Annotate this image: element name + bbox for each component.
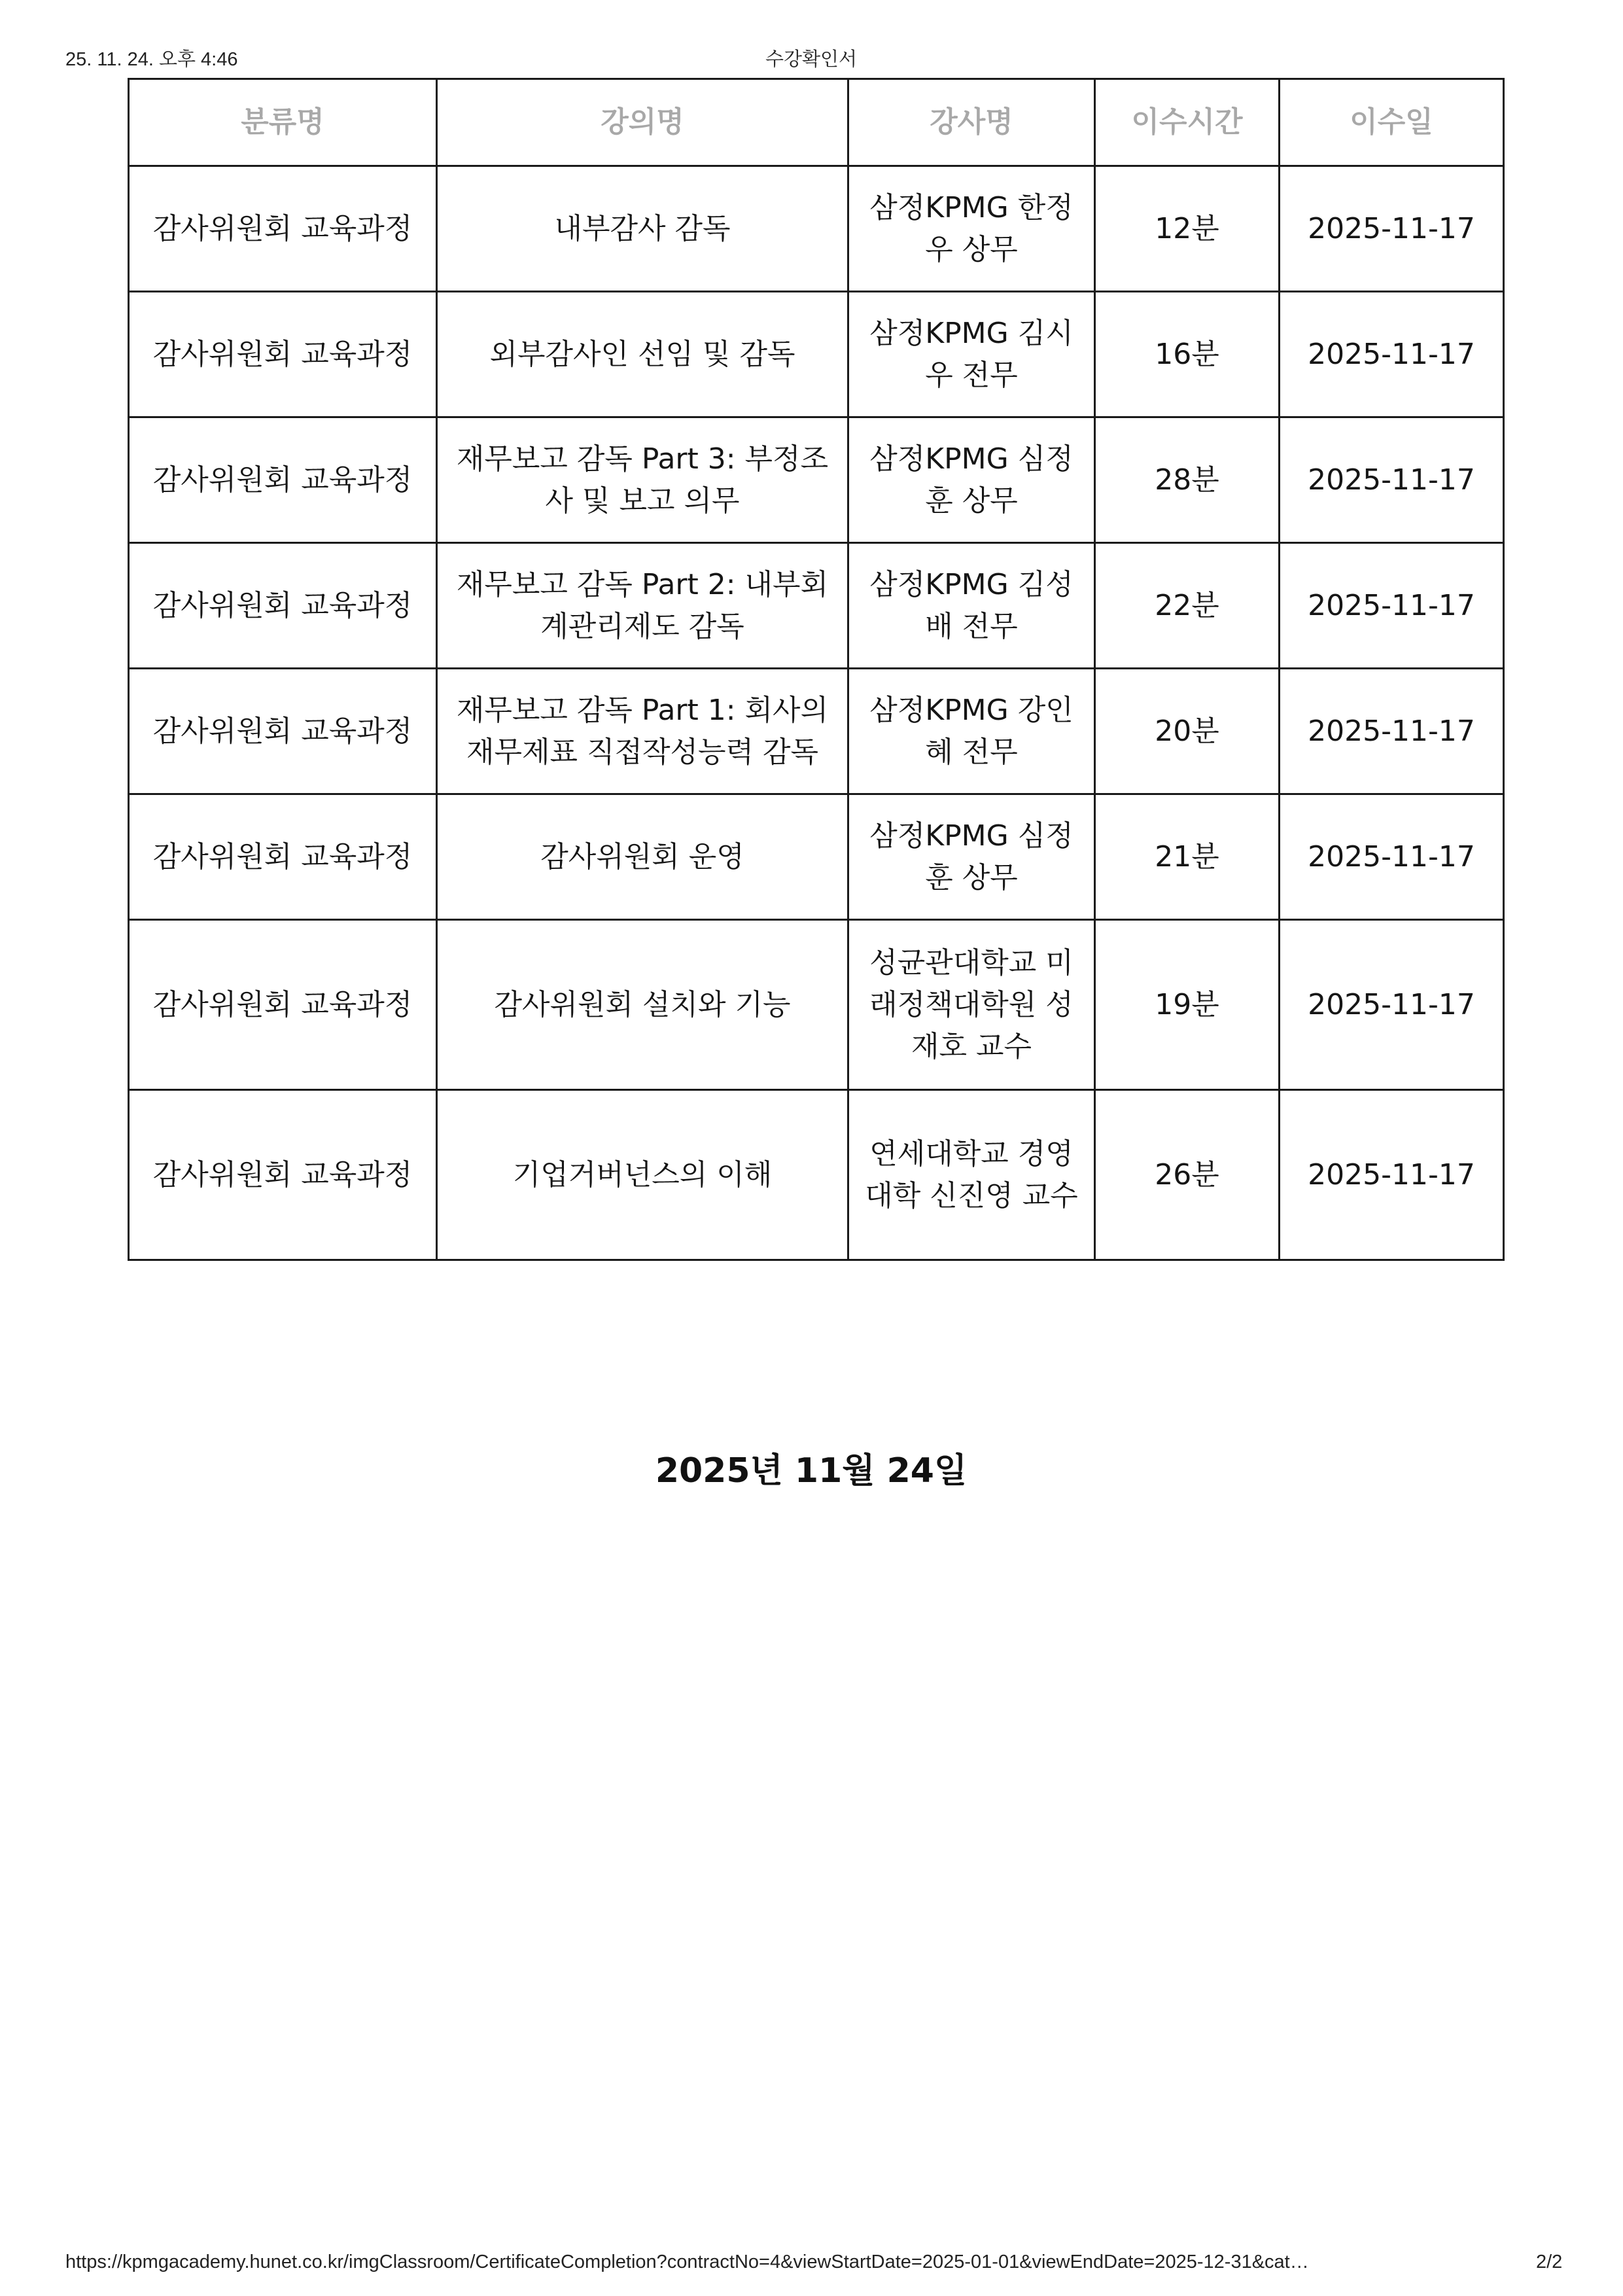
table-row xyxy=(129,417,1504,543)
cell-category: 감사위원회 교육과정 xyxy=(129,794,437,920)
table-row xyxy=(129,920,1504,1090)
table-row xyxy=(129,292,1504,417)
cell-instructor: 삼정KPMG 심정훈 상무 xyxy=(848,794,1095,920)
header-date: 이수일 xyxy=(1280,79,1504,166)
cell-duration: 26분 xyxy=(1095,1090,1280,1260)
cell-category: 감사위원회 교육과정 xyxy=(129,669,437,794)
table-row xyxy=(129,669,1504,794)
cell-course: 재무보고 감독 Part 1: 회사의 재무제표 직접작성능력 감독 xyxy=(437,669,848,794)
print-footer-url: https://kpmgacademy.hunet.co.kr/imgClassroom/CertificateCompletion?contractNo=4&viewStartDate=2025-01-01&viewEndDate=2025-12-31&cat… xyxy=(65,2252,1309,2272)
table-header-row xyxy=(129,79,1504,166)
cell-instructor: 삼정KPMG 심정훈 상무 xyxy=(848,417,1095,543)
cell-instructor: 삼정KPMG 김성배 전무 xyxy=(848,543,1095,669)
cell-date: 2025-11-17 xyxy=(1280,166,1504,292)
cell-course: 재무보고 감독 Part 3: 부정조사 및 보고 의무 xyxy=(437,417,848,543)
cell-course: 감사위원회 설치와 기능 xyxy=(437,920,848,1090)
table-row xyxy=(129,1090,1504,1260)
cell-duration: 22분 xyxy=(1095,543,1280,669)
cell-date: 2025-11-17 xyxy=(1280,1090,1504,1260)
cell-date: 2025-11-17 xyxy=(1280,292,1504,417)
cell-date: 2025-11-17 xyxy=(1280,543,1504,669)
header-course: 강의명 xyxy=(437,79,848,166)
cell-duration: 12분 xyxy=(1095,166,1280,292)
cell-instructor: 연세대학교 경영대학 신진영 교수 xyxy=(848,1090,1095,1260)
cell-duration: 16분 xyxy=(1095,292,1280,417)
table-row xyxy=(129,794,1504,920)
header-duration: 이수시간 xyxy=(1095,79,1280,166)
cell-category: 감사위원회 교육과정 xyxy=(129,292,437,417)
cell-duration: 21분 xyxy=(1095,794,1280,920)
table-row xyxy=(129,166,1504,292)
cell-date: 2025-11-17 xyxy=(1280,794,1504,920)
cell-category: 감사위원회 교육과정 xyxy=(129,417,437,543)
cell-date: 2025-11-17 xyxy=(1280,669,1504,794)
table-row xyxy=(129,543,1504,669)
cell-course: 내부감사 감독 xyxy=(437,166,848,292)
print-datetime: 25. 11. 24. 오후 4:46 xyxy=(65,49,238,70)
header-instructor: 강사명 xyxy=(848,79,1095,166)
cell-duration: 28분 xyxy=(1095,417,1280,543)
cell-date: 2025-11-17 xyxy=(1280,920,1504,1090)
cell-duration: 19분 xyxy=(1095,920,1280,1090)
issue-date: 2025년 11월 24일 xyxy=(655,1451,968,1491)
cell-category: 감사위원회 교육과정 xyxy=(129,543,437,669)
course-completion-table xyxy=(128,78,1505,1261)
cell-instructor: 삼정KPMG 김시우 전무 xyxy=(848,292,1095,417)
cell-date: 2025-11-17 xyxy=(1280,417,1504,543)
cell-course: 재무보고 감독 Part 2: 내부회계관리제도 감독 xyxy=(437,543,848,669)
print-page-number: 2/2 xyxy=(1536,2252,1563,2272)
cell-course: 기업거버넌스의 이해 xyxy=(437,1090,848,1260)
cell-instructor: 삼정KPMG 강인혜 전무 xyxy=(848,669,1095,794)
cell-course: 감사위원회 운영 xyxy=(437,794,848,920)
cell-instructor: 삼정KPMG 한정우 상무 xyxy=(848,166,1095,292)
cell-instructor: 성균관대학교 미래정책대학원 성재호 교수 xyxy=(848,920,1095,1090)
cell-category: 감사위원회 교육과정 xyxy=(129,166,437,292)
cell-category: 감사위원회 교육과정 xyxy=(129,920,437,1090)
cell-category: 감사위원회 교육과정 xyxy=(129,1090,437,1260)
cell-course: 외부감사인 선임 및 감독 xyxy=(437,292,848,417)
print-document-title: 수강확인서 xyxy=(765,48,858,70)
cell-duration: 20분 xyxy=(1095,669,1280,794)
header-category: 분류명 xyxy=(129,79,437,166)
